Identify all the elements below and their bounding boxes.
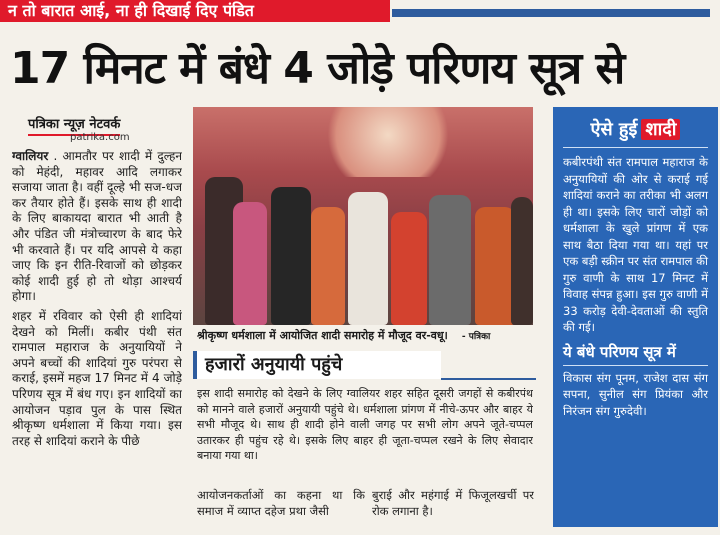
saint-banner <box>313 107 463 177</box>
sidebar-box <box>553 107 718 527</box>
dateline: ग्वालियर <box>12 149 49 163</box>
sidebar-title <box>563 117 708 148</box>
kicker-rule <box>392 9 710 17</box>
sidebar-title-prefix: ऐसे हुई <box>590 119 638 140</box>
photo-credit: - पत्रिका <box>461 332 491 342</box>
site-url: patrika.com <box>70 132 130 143</box>
sidebar-couples: विकास संग पूनम, राजेश दास संग सपना, सुनील संग प्रियंका और निरंजन संग गुरुदेवी। <box>563 370 708 418</box>
caption-text: श्रीकृष्ण धर्मशाला में आयोजित शादी समारोह में मौजूद वर-वधू। <box>197 329 448 342</box>
paragraph-3: इस शादी समारोह को देखने के लिए ग्वालियर शहर सहित दूसरी जगहों से कबीरपंथ को मानने वाले हजारों अनुयायी पहुंचे थे। धर्मशाला प्रांगण में नीचे-ऊपर और बाहर ये सभी मौजूद थे। साथ ही शादी होने वाली जगह पर सभी लोग अपने जूते-चप्पल उतारकर ही पहुंच रहे थे। इसके लिए बाहर ही जूता-चप्पल रखने के लिए सेवादार बनाया गया था। <box>197 387 533 463</box>
headline: 17 मिनट में बंधे 4 जोड़े परिणय सूत्र से <box>10 43 625 94</box>
article-column-1 <box>12 149 182 529</box>
wedding-photo <box>193 107 533 325</box>
sidebar-title-highlight: शादी <box>641 119 680 140</box>
sidebar-body: कबीरपंथी संत रामपाल महाराज के अनुयायियों की ओर से कराई गई शादियां कराने का तरीका भी अलग ही था। इसके लिए चारों जोड़ों को धर्मशाला के खुले प्रांगण में एक साथ बैठा दिया गया था। यहां पर एक बड़ी स्क्रीन पर संत रामपाल की गुरु वाणी के साथ 17 मिनट में विवाह संपन्न हुआ। इस गुरु वाणी में 33 करोड़ देवी-देवताओं की स्तुति की गई। <box>563 155 708 334</box>
article-column-3a: आयोजनकर्ताओं का कहना था कि समाज में व्याप्त दहेज प्रथा जैसी <box>197 488 365 518</box>
byline: पत्रिका न्यूज़ नेटवर्क <box>28 114 120 136</box>
subheading: हजारों अनुयायी पहुंचे <box>193 351 441 379</box>
photo-caption <box>193 325 533 347</box>
article-column-3b: बुराई और महंगाई में फिजूलखर्ची पर रोक लगाना है। <box>372 488 534 518</box>
article-column-2 <box>197 386 533 486</box>
sidebar-subtitle: ये बंधे परिणय सूत्र में <box>563 342 708 366</box>
paragraph-1: . आमतौर पर शादी में दुल्हन को मेहंदी, महावर आदि लगाकर सजाया जाता है। वहीं दूल्हे भी सज-धज कर तैयार होते हैं। इसके साथ ही शादी के लिए बाकायदा बारात भी आती है और पंडित जी मंत्रोच्चारण के बाद फेरे भी करवाते हैं। पर यदि आपसे ये कहा जाए कि इन रीति-रिवाजों को छोड़कर कोई शादी हुई हो तो थोड़ा आश्चर्य होगा। <box>12 149 182 304</box>
subheading-rule <box>441 378 536 380</box>
paragraph-2: शहर में रविवार को ऐसी ही शादियां देखने को मिलीं। कबीर पंथी संत रामपाल महाराज के अनुयायियों ने अपने बच्चों की शादियां गुरु परंपरा से कराई, इसमें महज 17 मिनट में 4 जोड़े परिणय सूत्र में बंध गए। इन शादियों का आयोजन पड़ाव पुल के पास स्थित श्रीकृष्ण धर्मशाला में किया गया। इस तरह से शादियां कराने के पीछे <box>12 308 182 448</box>
kicker: न तो बारात आई, ना ही दिखाई दिए पंडित <box>0 0 390 22</box>
